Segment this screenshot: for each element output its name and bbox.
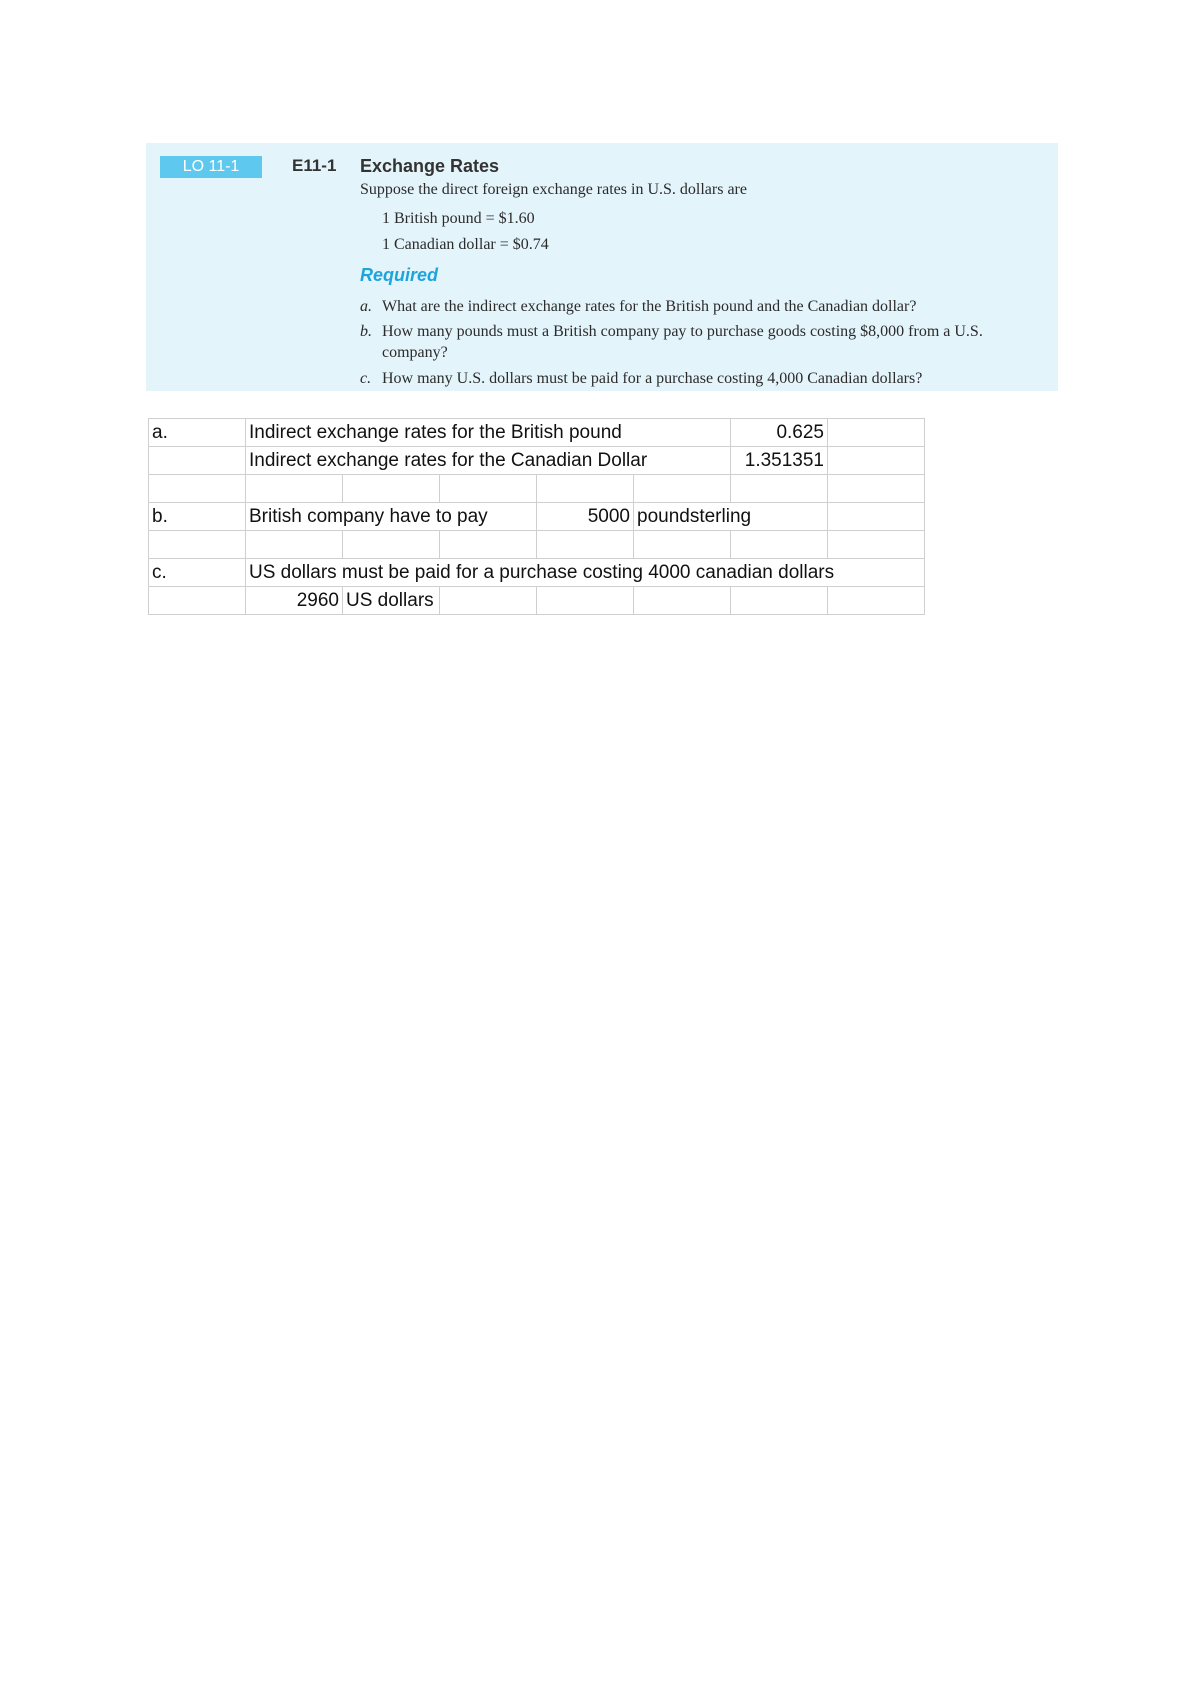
- question-b-continuation: company?: [382, 344, 448, 361]
- empty-cell[interactable]: [731, 587, 828, 615]
- rate-cad: 1 Canadian dollar = $0.74: [382, 236, 549, 253]
- question-text: How many pounds must a British company pay to purchase goods costing $8,000 from a U.S.: [382, 323, 983, 340]
- question-c: [360, 370, 922, 388]
- answer-c-text[interactable]: US dollars must be paid for a purchase costing 4000 canadian dollars: [246, 559, 925, 587]
- answer-c-value[interactable]: 2960: [246, 587, 343, 615]
- answer-b-text[interactable]: British company have to pay: [246, 503, 537, 531]
- empty-cell[interactable]: [537, 587, 634, 615]
- table-row: [149, 587, 925, 615]
- answer-c-unit[interactable]: US dollars: [343, 587, 440, 615]
- rate-pound: 1 British pound = $1.60: [382, 210, 535, 227]
- empty-cell[interactable]: [828, 419, 925, 447]
- empty-cell[interactable]: [828, 447, 925, 475]
- table-row: [149, 531, 925, 559]
- empty-cell[interactable]: [828, 503, 925, 531]
- empty-cell[interactable]: [246, 475, 343, 503]
- question-text: What are the indirect exchange rates for the British pound and the Canadian dollar?: [382, 298, 917, 315]
- empty-cell[interactable]: [634, 531, 731, 559]
- empty-cell[interactable]: [343, 475, 440, 503]
- exercise-box: [146, 143, 1058, 391]
- table-row: [149, 559, 925, 587]
- answer-b-label[interactable]: b.: [149, 503, 246, 531]
- answer-a-cad-value[interactable]: 1.351351: [731, 447, 828, 475]
- empty-cell[interactable]: [149, 531, 246, 559]
- empty-cell[interactable]: [828, 475, 925, 503]
- empty-cell[interactable]: [828, 531, 925, 559]
- empty-cell[interactable]: [149, 475, 246, 503]
- exercise-number: E11-1: [292, 156, 337, 175]
- required-heading: Required: [360, 265, 439, 285]
- table-row: [149, 419, 925, 447]
- empty-cell[interactable]: [537, 475, 634, 503]
- question-a: [360, 298, 916, 316]
- question-letter: b.: [360, 323, 372, 340]
- answer-a-label[interactable]: a.: [149, 419, 246, 447]
- question-letter: a.: [360, 298, 372, 315]
- exercise-title: Exchange Rates: [360, 156, 500, 176]
- answer-a-pound-text[interactable]: Indirect exchange rates for the British pound: [246, 419, 731, 447]
- question-b: [360, 323, 983, 341]
- answer-spreadsheet: [148, 418, 925, 615]
- empty-cell[interactable]: [343, 531, 440, 559]
- table-row: [149, 475, 925, 503]
- empty-cell[interactable]: [634, 475, 731, 503]
- empty-cell[interactable]: [634, 587, 731, 615]
- empty-cell[interactable]: [440, 587, 537, 615]
- empty-cell[interactable]: [149, 447, 246, 475]
- answer-b-value[interactable]: 5000: [537, 503, 634, 531]
- question-letter: c.: [360, 370, 372, 387]
- answer-a-pound-value[interactable]: 0.625: [731, 419, 828, 447]
- empty-cell[interactable]: [149, 587, 246, 615]
- lo-badge: LO 11-1: [160, 156, 262, 178]
- answer-b-unit[interactable]: poundsterling: [634, 503, 828, 531]
- table-row: [149, 447, 925, 475]
- empty-cell[interactable]: [537, 531, 634, 559]
- empty-cell[interactable]: [828, 587, 925, 615]
- empty-cell[interactable]: [731, 531, 828, 559]
- answer-c-label[interactable]: c.: [149, 559, 246, 587]
- question-text: How many U.S. dollars must be paid for a purchase costing 4,000 Canadian dollars?: [382, 370, 923, 387]
- table-row: [149, 503, 925, 531]
- empty-cell[interactable]: [440, 531, 537, 559]
- exercise-intro: Suppose the direct foreign exchange rates in U.S. dollars are: [360, 181, 747, 198]
- answer-a-cad-text[interactable]: Indirect exchange rates for the Canadian Dollar: [246, 447, 731, 475]
- empty-cell[interactable]: [246, 531, 343, 559]
- empty-cell[interactable]: [731, 475, 828, 503]
- empty-cell[interactable]: [440, 475, 537, 503]
